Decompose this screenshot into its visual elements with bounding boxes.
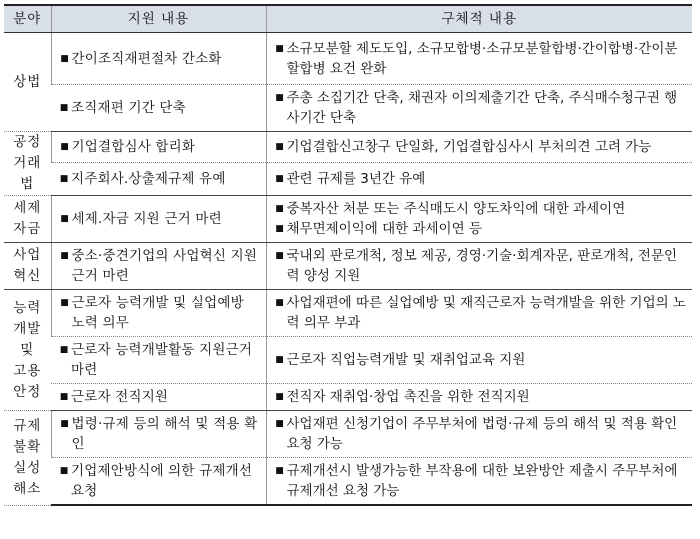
square-bullet-icon: ■ xyxy=(59,173,69,184)
field-label: 사업 xyxy=(13,247,42,263)
support-cell xyxy=(51,384,266,411)
detail-text: 채무면제이익에 대한 과세이연 등 xyxy=(286,221,482,237)
square-bullet-icon: ■ xyxy=(60,141,69,152)
detail-cell xyxy=(266,458,692,506)
field-label: 안정 xyxy=(13,383,42,400)
square-bullet-icon: ■ xyxy=(60,53,69,64)
detail-item xyxy=(273,414,689,454)
detail-text: 중복자산 처분 또는 주식매도시 양도차익에 대한 과세이연 xyxy=(286,201,626,217)
support-cell xyxy=(51,243,266,290)
header-support: 지원 내용 xyxy=(51,5,266,33)
detail-cell xyxy=(266,243,692,290)
support-cell xyxy=(51,411,266,458)
square-bullet-icon: ■ xyxy=(275,355,284,365)
support-item xyxy=(57,169,262,189)
field-cell xyxy=(4,132,51,196)
square-bullet-icon: ■ xyxy=(275,43,284,54)
support-cell xyxy=(51,458,266,506)
square-bullet-icon: ■ xyxy=(275,224,284,234)
support-item xyxy=(58,293,262,333)
detail-item xyxy=(273,169,689,189)
square-bullet-icon: ■ xyxy=(60,298,69,308)
square-bullet-icon: ■ xyxy=(59,103,69,113)
table-row xyxy=(4,33,692,85)
support-item xyxy=(58,49,262,69)
field-cell xyxy=(4,290,51,411)
square-bullet-icon: ■ xyxy=(60,419,69,429)
detail-item xyxy=(273,219,689,239)
field-label: 및 xyxy=(20,341,35,358)
square-bullet-icon: ■ xyxy=(275,173,284,184)
support-item xyxy=(57,461,262,501)
detail-cell xyxy=(266,33,692,85)
header-detail: 구체적 내용 xyxy=(266,5,692,33)
support-table xyxy=(4,4,692,506)
square-bullet-icon: ■ xyxy=(275,392,284,402)
support-text: 기업결합심사 합리화 xyxy=(71,138,196,155)
table-row xyxy=(4,162,692,195)
detail-cell xyxy=(266,132,692,163)
field-label: 해소 xyxy=(13,480,42,497)
detail-item xyxy=(273,293,689,333)
detail-text: 전직자 재취업·창업 촉진을 위한 전직지원 xyxy=(286,389,530,405)
detail-text: 기업결합신고창구 단일화, 기업결합심사시 부처의견 고려 가능 xyxy=(286,138,652,155)
support-text: 법령·규제 등의 해석 및 적용 확인 xyxy=(71,416,258,452)
detail-item xyxy=(273,39,689,79)
table-row xyxy=(4,411,692,458)
square-bullet-icon: ■ xyxy=(275,419,284,429)
support-text: 근로자 능력개발활동 지원근거 마련 xyxy=(71,342,253,378)
support-text: 지주회사.상출제규제 유예 xyxy=(71,170,226,187)
support-text: 조직재편 기간 단축 xyxy=(71,100,186,116)
table-row xyxy=(4,196,692,243)
support-cell xyxy=(51,33,266,85)
square-bullet-icon: ■ xyxy=(60,214,69,224)
field-label: 공정 xyxy=(13,134,42,150)
field-cell xyxy=(4,243,51,290)
support-item xyxy=(58,246,262,286)
support-text: 중소·중견기업의 사업혁신 지원 근거 마련 xyxy=(71,248,258,284)
detail-text: 사업재편 신청기업이 주무부처에 법령·규제 등의 해석 및 적용 확인 요청 가능 xyxy=(286,416,678,452)
table-row xyxy=(4,85,692,132)
detail-text: 국내외 판로개척, 정보 제공, 경영·기술·회계자문, 판로개척, 전문인력 양성 지원 xyxy=(286,248,678,284)
support-item xyxy=(58,137,262,157)
square-bullet-icon: ■ xyxy=(275,141,284,152)
support-text: 기업제안방식에 의한 규제개선 요청 xyxy=(71,463,253,499)
detail-cell xyxy=(266,85,692,132)
support-item xyxy=(57,387,262,407)
detail-cell xyxy=(266,290,692,337)
detail-item xyxy=(273,350,689,370)
field-cell xyxy=(4,196,51,243)
detail-cell xyxy=(266,162,692,195)
support-text: 근로자 전직지원 xyxy=(71,389,169,405)
field-cell xyxy=(4,33,51,132)
support-item xyxy=(57,340,262,380)
table-row xyxy=(4,132,692,163)
square-bullet-icon: ■ xyxy=(275,93,284,103)
support-item xyxy=(57,98,262,118)
support-text: 근로자 능력개발 및 실업예방 노력 의무 xyxy=(71,295,244,331)
detail-item xyxy=(273,199,689,219)
detail-item xyxy=(273,461,689,501)
square-bullet-icon: ■ xyxy=(59,345,69,355)
detail-item xyxy=(273,387,689,407)
detail-cell xyxy=(266,384,692,411)
detail-item xyxy=(273,88,689,128)
field-label: 능력 xyxy=(13,299,42,316)
field-label: 세제 xyxy=(13,200,42,216)
support-cell xyxy=(51,196,266,243)
detail-cell xyxy=(266,196,692,243)
field-label: 규제 xyxy=(13,417,42,434)
support-text: 세제.자금 지원 근거 마련 xyxy=(71,211,222,227)
detail-text: 소규모분할 제도도입, 소규모합병·소규모분할합병·간이합병·간이분할합병 요건 완화 xyxy=(286,40,678,77)
detail-cell xyxy=(266,411,692,458)
detail-text: 관련 규제를 3년간 유예 xyxy=(286,170,426,187)
square-bullet-icon: ■ xyxy=(275,298,284,308)
support-cell xyxy=(51,162,266,195)
support-item xyxy=(58,414,262,454)
detail-item xyxy=(273,246,689,286)
square-bullet-icon: ■ xyxy=(275,204,284,214)
table-row xyxy=(4,290,692,337)
square-bullet-icon: ■ xyxy=(275,251,284,261)
table-row xyxy=(4,243,692,290)
square-bullet-icon: ■ xyxy=(60,251,69,261)
detail-text: 주총 소집기간 단축, 채권자 이의제출기간 단축, 주식매수청구권 행사기간 단축 xyxy=(286,90,678,126)
detail-cell xyxy=(266,337,692,384)
square-bullet-icon: ■ xyxy=(59,392,69,402)
field-label: 혁신 xyxy=(13,268,42,284)
support-cell xyxy=(51,132,266,163)
square-bullet-icon: ■ xyxy=(275,466,284,476)
table-header-row xyxy=(4,5,692,33)
detail-text: 근로자 직업능력개발 및 재취업교육 지원 xyxy=(286,352,526,368)
detail-text: 규제개선시 발생가능한 부작용에 대한 보완방안 제출시 주무부처에 규제개선 요청 가능 xyxy=(286,463,678,499)
table-row xyxy=(4,384,692,411)
table-row xyxy=(4,337,692,384)
field-label: 상법 xyxy=(13,73,42,90)
header-field: 분야 xyxy=(4,5,51,33)
field-label: 개발 xyxy=(13,320,42,337)
support-cell xyxy=(51,337,266,384)
field-cell xyxy=(4,411,51,506)
support-cell xyxy=(51,85,266,132)
field-label: 실성 xyxy=(13,459,42,476)
support-cell xyxy=(51,290,266,337)
detail-text: 사업재편에 따른 실업예방 및 재직근로자 능력개발을 위한 기업의 노력 의무 부과 xyxy=(286,295,686,331)
support-item xyxy=(58,209,262,229)
square-bullet-icon: ■ xyxy=(59,466,69,476)
field-label: 자금 xyxy=(13,221,42,237)
table-row xyxy=(4,458,692,506)
field-label: 거래 xyxy=(13,155,42,171)
field-label: 불확 xyxy=(13,438,42,455)
detail-item xyxy=(273,137,689,157)
field-label: 고용 xyxy=(13,362,42,379)
support-text: 간이조직재편절차 간소화 xyxy=(71,50,222,67)
field-label: 법 xyxy=(20,176,35,192)
